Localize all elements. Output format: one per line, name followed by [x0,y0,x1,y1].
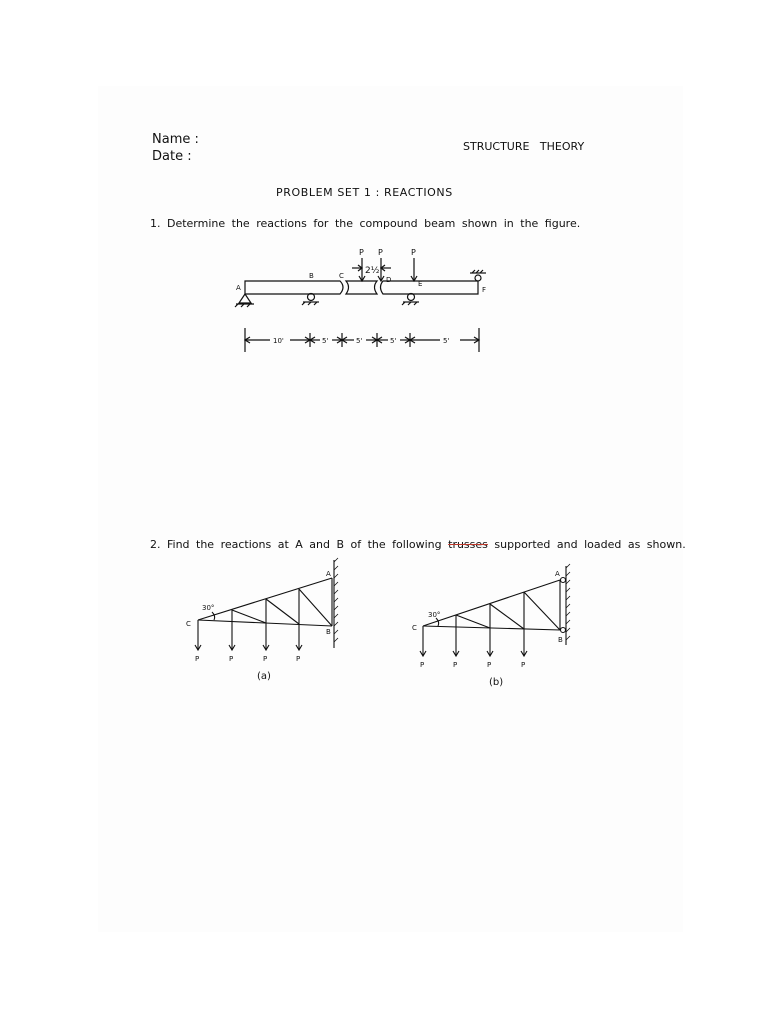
truss-a-label-b: B [326,628,331,636]
truss-a-load-4: P [296,655,301,663]
truss-b-label-c: C [412,624,417,632]
name-label: Name : [152,132,199,147]
problem-2-text-after: supported and loaded as shown. [487,538,686,551]
truss-b-caption: (b) [489,677,504,688]
beam-load-2: P [378,248,383,257]
dim-3: 5' [356,337,363,345]
truss-b-label-b: B [558,636,563,644]
beam-label-c: C [339,272,344,280]
truss-a-load-2: P [229,655,234,663]
beam-label-d: D [386,276,392,284]
problem-2-struck-word: trusses [448,538,488,551]
truss-a-angle: 30° [202,604,215,612]
truss-b-angle: 30° [428,611,441,619]
beam-label-f: F [482,286,487,294]
beam-label-a: A [236,284,241,292]
beam-load-3: P [411,248,416,257]
dim-4: 5' [390,337,397,345]
truss-a-label-c: C [186,620,191,628]
truss-b-load-4: P [521,661,526,669]
truss-a-load-3: P [263,655,268,663]
worksheet-page [98,86,683,932]
truss-a-label-a: A [326,570,331,578]
load-spacing-label: 2½' [365,266,382,276]
beam-label-e: E [418,280,423,288]
date-label: Date : [152,149,192,164]
truss-b-load-2: P [453,661,458,669]
dim-1: 10' [273,337,284,345]
problem-set-title: PROBLEM SET 1 : REACTIONS [276,186,453,199]
truss-a-load-1: P [195,655,200,663]
problem-1-text: 1. Determine the reactions for the compound beam shown in the figure. [150,217,581,230]
truss-a-caption: (a) [257,671,271,682]
beam-label-b: B [309,272,314,280]
dim-5: 5' [443,337,450,345]
problem-2-text-before: 2. Find the reactions at A and B of the following [150,538,449,551]
truss-b-load-1: P [420,661,425,669]
problem-2-text [150,538,686,551]
truss-b-label-a: A [555,570,560,578]
truss-b-load-3: P [487,661,492,669]
beam-load-1: P [359,248,364,257]
course-title: STRUCTURE THEORY [463,140,585,153]
dim-2: 5' [322,337,329,345]
